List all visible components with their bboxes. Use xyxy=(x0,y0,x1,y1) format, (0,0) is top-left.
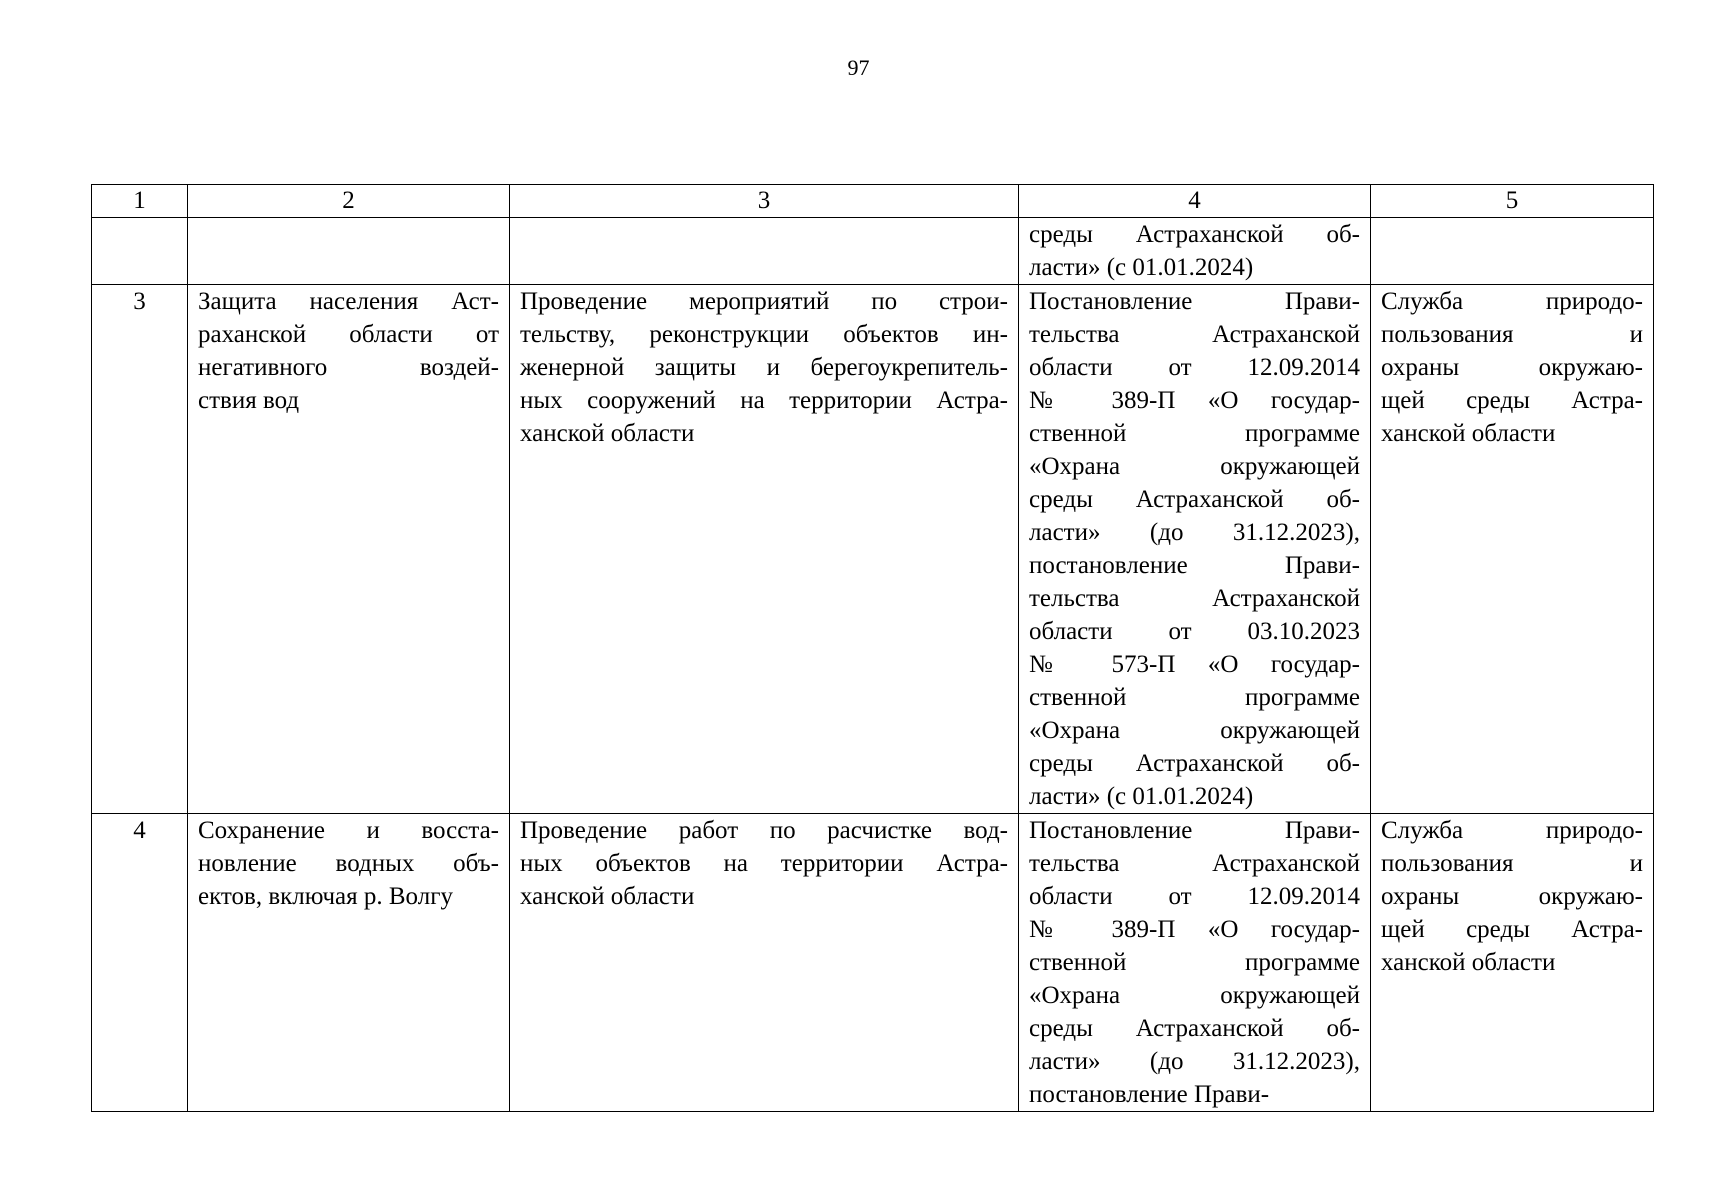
activity-cell xyxy=(510,218,1019,285)
text-line: щей среды Астра- xyxy=(1381,387,1643,414)
text-line: Защита населения Аст- xyxy=(198,288,499,315)
table-row xyxy=(92,814,1654,1112)
text-line: Проведение мероприятий по строи- xyxy=(520,288,1008,315)
column-number-2: 2 xyxy=(188,185,510,218)
task-cell xyxy=(188,285,510,814)
activity-cell xyxy=(510,285,1019,814)
executor-cell xyxy=(1371,814,1654,1112)
text-line: тельства Астраханской xyxy=(1029,850,1360,877)
text-line: ласти» (до 31.12.2023), xyxy=(1029,1048,1360,1075)
text-line: ных объектов на территории Астра- xyxy=(520,850,1008,877)
task-cell xyxy=(188,218,510,285)
text-line: ствия вод xyxy=(198,387,300,414)
column-number-3: 3 xyxy=(510,185,1019,218)
text-line: ханской области xyxy=(1381,420,1556,447)
text-line: охраны окружаю- xyxy=(1381,354,1643,381)
table-row xyxy=(92,285,1654,814)
text-line: ласти» (до 31.12.2023), xyxy=(1029,519,1360,546)
task-cell xyxy=(188,814,510,1112)
row-number-cell: 4 xyxy=(92,814,188,1112)
text-line: пользования и xyxy=(1381,321,1643,348)
text-line: среды Астраханской об- xyxy=(1029,221,1360,248)
text-line: области от 03.10.2023 xyxy=(1029,618,1360,645)
text-line: тельству, реконструкции объектов ин- xyxy=(520,321,1008,348)
text-line: ектов, включая р. Волгу xyxy=(198,883,453,910)
table-body xyxy=(92,185,1654,1112)
activity-cell xyxy=(510,814,1019,1112)
page-number: 97 xyxy=(847,55,870,80)
document-cell xyxy=(1019,814,1371,1112)
text-line: Постановление Прави- xyxy=(1029,817,1360,844)
text-line: раханской области от xyxy=(198,321,499,348)
row-number-cell: 3 xyxy=(92,285,188,814)
text-line: ственной программе xyxy=(1029,949,1360,976)
text-line: новление водных объ- xyxy=(198,850,499,877)
text-line: Проведение работ по расчистке вод- xyxy=(520,817,1008,844)
text-line: тельства Астраханской xyxy=(1029,585,1360,612)
text-line: области от 12.09.2014 xyxy=(1029,354,1360,381)
text-line: «Охрана окружающей xyxy=(1029,717,1360,744)
text-line: ханской области xyxy=(1381,949,1556,976)
text-line: ных сооружений на территории Астра- xyxy=(520,387,1008,414)
text-line: «Охрана окружающей xyxy=(1029,982,1360,1009)
text-line: № 389-П «О государ- xyxy=(1029,387,1360,414)
text-line: среды Астраханской об- xyxy=(1029,486,1360,513)
text-line: № 389-П «О государ- xyxy=(1029,916,1360,943)
text-line: ханской области xyxy=(520,420,695,447)
column-number-1: 1 xyxy=(92,185,188,218)
text-line: ласти» (с 01.01.2024) xyxy=(1029,783,1254,810)
text-line: ственной программе xyxy=(1029,420,1360,447)
text-line: Служба природо- xyxy=(1381,288,1643,315)
executor-cell xyxy=(1371,218,1654,285)
text-line: № 573-П «О государ- xyxy=(1029,651,1360,678)
document-cell xyxy=(1019,285,1371,814)
text-line: постановление Прави- xyxy=(1029,552,1360,579)
row-number-cell xyxy=(92,218,188,285)
text-line: тельства Астраханской xyxy=(1029,321,1360,348)
text-line: негативного воздей- xyxy=(198,354,499,381)
text-line: «Охрана окружающей xyxy=(1029,453,1360,480)
column-number-4: 4 xyxy=(1019,185,1371,218)
document-cell xyxy=(1019,218,1371,285)
text-line: постановление Прави- xyxy=(1029,1081,1270,1108)
column-numbers-row xyxy=(92,185,1654,218)
text-line: женерной защиты и берегоукрепитель- xyxy=(520,354,1008,381)
text-line: области от 12.09.2014 xyxy=(1029,883,1360,910)
table-row xyxy=(92,218,1654,285)
text-line: ласти» (с 01.01.2024) xyxy=(1029,254,1254,281)
text-line: щей среды Астра- xyxy=(1381,916,1643,943)
programs-table xyxy=(91,184,1654,1112)
text-line: среды Астраханской об- xyxy=(1029,1015,1360,1042)
text-line: Служба природо- xyxy=(1381,817,1643,844)
text-line: охраны окружаю- xyxy=(1381,883,1643,910)
text-line: ханской области xyxy=(520,883,695,910)
text-line: пользования и xyxy=(1381,850,1643,877)
text-line: Постановление Прави- xyxy=(1029,288,1360,315)
text-line: Сохранение и восста- xyxy=(198,817,499,844)
text-line: среды Астраханской об- xyxy=(1029,750,1360,777)
executor-cell xyxy=(1371,285,1654,814)
column-number-5: 5 xyxy=(1371,185,1654,218)
text-line: ственной программе xyxy=(1029,684,1360,711)
